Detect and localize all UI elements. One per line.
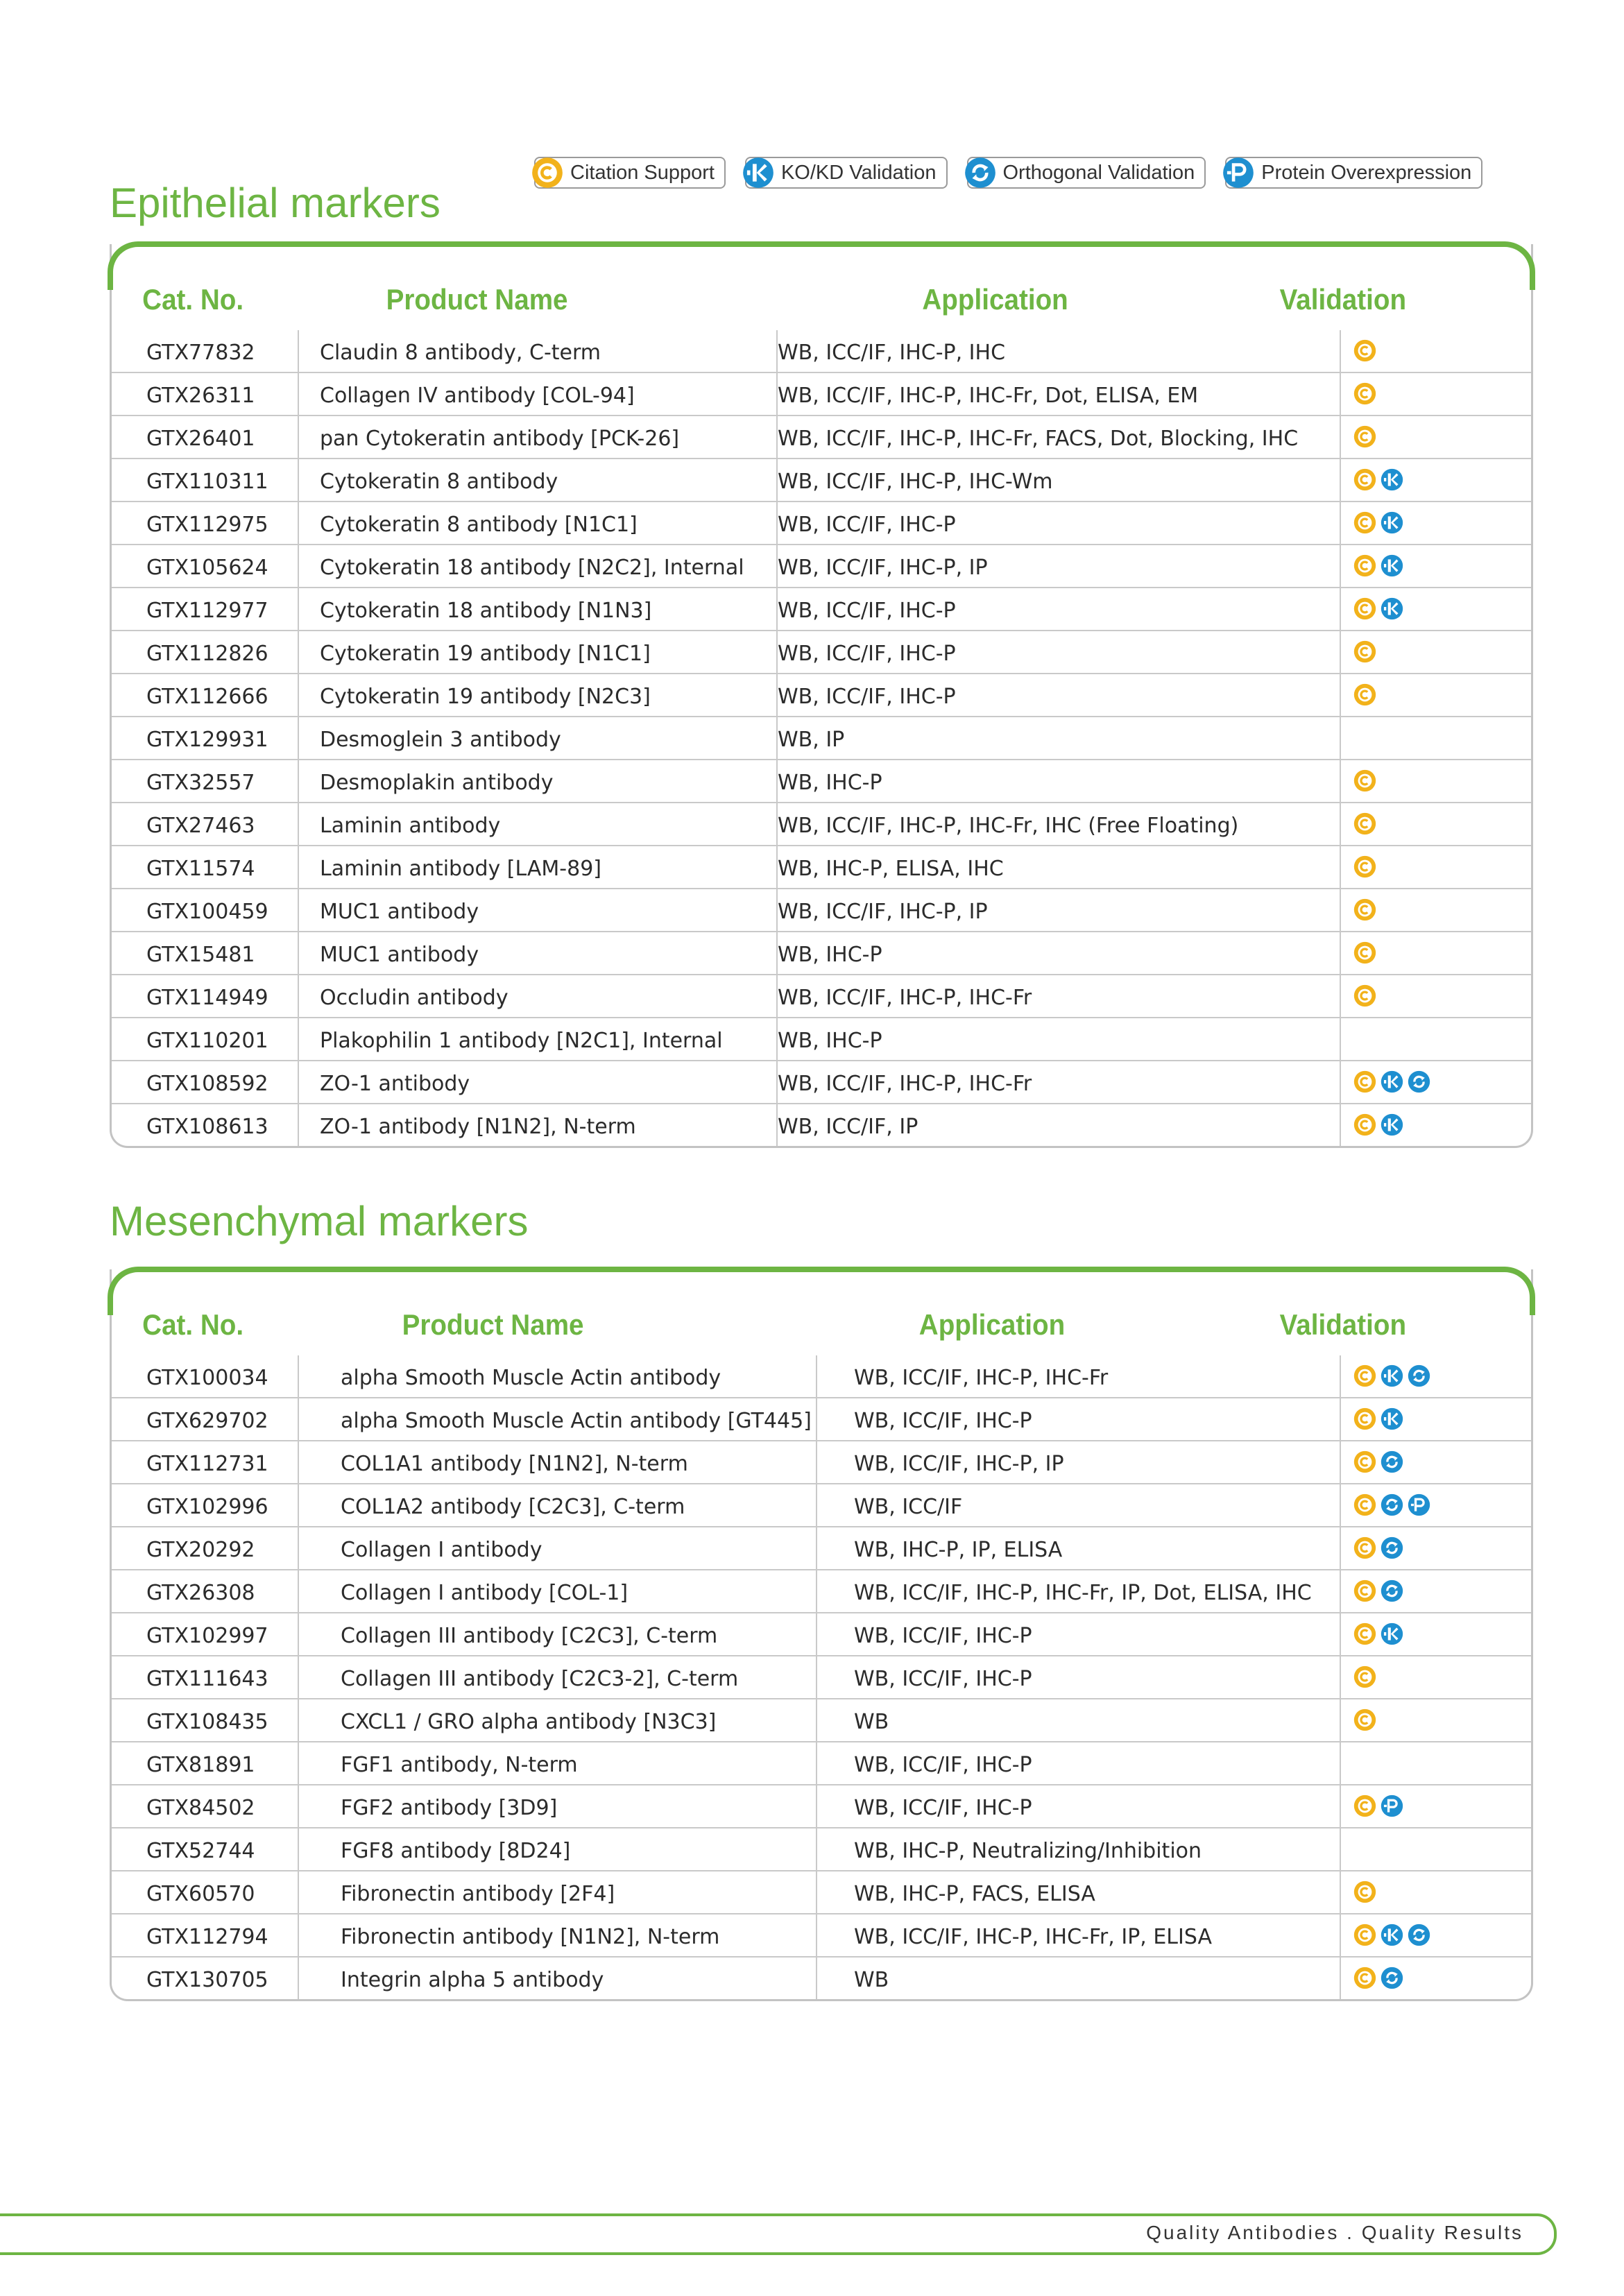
cat-no-cell: GTX105624 bbox=[146, 556, 268, 580]
citation-icon bbox=[1353, 1708, 1376, 1731]
product-name-cell: Fibronectin antibody [2F4] bbox=[341, 1882, 615, 1906]
product-name-cell: FGF1 antibody, N-term bbox=[341, 1753, 578, 1777]
validation-cell bbox=[1353, 640, 1376, 663]
application-cell: WB, ICC/IF, IHC-P bbox=[778, 513, 956, 537]
validation-cell bbox=[1353, 769, 1376, 792]
table-row bbox=[112, 716, 1531, 759]
protein-overexpression-icon bbox=[1222, 157, 1254, 189]
cat-no-cell: GTX112794 bbox=[146, 1925, 268, 1949]
ko-kd-icon bbox=[1381, 554, 1403, 577]
cat-no-cell: GTX112826 bbox=[146, 642, 268, 666]
application-cell: WB, ICC/IF, IHC-P, IP bbox=[778, 900, 988, 924]
column-divider bbox=[1340, 330, 1341, 1146]
citation-icon bbox=[1353, 511, 1376, 534]
cat-no-cell: GTX27463 bbox=[146, 814, 255, 838]
application-cell: WB, ICC/IF bbox=[854, 1495, 963, 1519]
table-row bbox=[112, 415, 1531, 458]
table-row bbox=[112, 931, 1531, 974]
cat-no-cell: GTX100034 bbox=[146, 1366, 268, 1390]
validation-cell bbox=[1353, 597, 1403, 620]
application-cell: WB, ICC/IF, IHC-P, IHC-Wm bbox=[778, 470, 1053, 494]
mesenchymal-table bbox=[110, 1269, 1533, 2001]
table-row bbox=[112, 1440, 1531, 1483]
product-name-cell: Occludin antibody bbox=[320, 986, 508, 1010]
product-name-cell: ZO-1 antibody [N1N2], N-term bbox=[320, 1115, 636, 1139]
legend-orthogonal bbox=[967, 157, 1206, 189]
application-cell: WB, ICC/IF, IHC-P, IHC-Fr, IP, Dot, ELISA, IHC bbox=[854, 1581, 1312, 1605]
application-cell: WB, IHC-P bbox=[778, 1029, 882, 1053]
cat-no-cell: GTX111643 bbox=[146, 1667, 268, 1691]
table-row bbox=[112, 1956, 1531, 1999]
validation-cell bbox=[1353, 683, 1376, 706]
validation-cell bbox=[1353, 1924, 1430, 1946]
table-row bbox=[112, 544, 1531, 587]
header-product-name: Product Name bbox=[386, 283, 568, 316]
header-validation: Validation bbox=[1279, 283, 1407, 316]
orthogonal-icon bbox=[1381, 1579, 1403, 1602]
application-cell: WB, ICC/IF, IHC-P bbox=[778, 642, 956, 666]
application-cell: WB, ICC/IF, IHC-P, IHC bbox=[778, 341, 1006, 365]
table-row bbox=[112, 1526, 1531, 1569]
table-row bbox=[112, 1870, 1531, 1913]
table-row bbox=[112, 1569, 1531, 1612]
orthogonal-icon bbox=[1381, 1450, 1403, 1473]
ko-kd-icon bbox=[742, 157, 774, 189]
product-name-cell: Cytokeratin 18 antibody [N2C2], Internal bbox=[320, 556, 744, 580]
product-name-cell: Desmoplakin antibody bbox=[320, 771, 554, 795]
application-cell: WB, ICC/IF, IHC-P bbox=[854, 1796, 1032, 1820]
column-divider bbox=[1340, 1355, 1341, 1999]
citation-icon bbox=[1353, 984, 1376, 1007]
ko-kd-icon bbox=[1381, 1364, 1403, 1387]
cat-no-cell: GTX52744 bbox=[146, 1839, 255, 1863]
application-cell: WB, ICC/IF, IHC-P bbox=[778, 599, 956, 623]
citation-icon bbox=[1353, 468, 1376, 491]
cat-no-cell: GTX112975 bbox=[146, 513, 268, 537]
product-name-cell: pan Cytokeratin antibody [PCK-26] bbox=[320, 427, 680, 451]
product-name-cell: Cytokeratin 8 antibody bbox=[320, 470, 558, 494]
application-cell: WB, ICC/IF, IHC-P, IHC-Fr, FACS, Dot, Blocking, IHC bbox=[778, 427, 1299, 451]
table-row bbox=[112, 458, 1531, 501]
citation-icon bbox=[1353, 1967, 1376, 1989]
citation-icon bbox=[1353, 425, 1376, 448]
validation-cell bbox=[1353, 1407, 1403, 1430]
ko-kd-icon bbox=[1381, 1924, 1403, 1946]
cat-no-cell: GTX100459 bbox=[146, 900, 268, 924]
cat-no-cell: GTX81891 bbox=[146, 1753, 255, 1777]
table-row bbox=[112, 372, 1531, 415]
citation-icon bbox=[1353, 1493, 1376, 1516]
header-cat-no: Cat. No. bbox=[142, 1308, 244, 1341]
validation-cell bbox=[1353, 941, 1376, 964]
product-name-cell: Collagen III antibody [C2C3-2], C-term bbox=[341, 1667, 739, 1691]
citation-icon bbox=[1353, 1536, 1376, 1559]
ko-kd-icon bbox=[1381, 1622, 1403, 1645]
cat-no-cell: GTX110311 bbox=[146, 470, 268, 494]
orthogonal-icon bbox=[1408, 1364, 1430, 1387]
product-name-cell: COL1A2 antibody [C2C3], C-term bbox=[341, 1495, 685, 1519]
cat-no-cell: GTX102997 bbox=[146, 1624, 268, 1648]
table-row bbox=[112, 845, 1531, 888]
orthogonal-icon bbox=[1408, 1070, 1430, 1093]
cat-no-cell: GTX77832 bbox=[146, 341, 255, 365]
product-name-cell: Cytokeratin 8 antibody [N1C1] bbox=[320, 513, 638, 537]
table-row bbox=[112, 802, 1531, 845]
cat-no-cell: GTX129931 bbox=[146, 728, 268, 752]
cat-no-cell: GTX629702 bbox=[146, 1409, 268, 1433]
cat-no-cell: GTX108613 bbox=[146, 1115, 268, 1139]
orthogonal-icon bbox=[1381, 1967, 1403, 1989]
application-cell: WB, ICC/IF, IHC-P, IP bbox=[854, 1452, 1064, 1476]
application-cell: WB, ICC/IF, IHC-P bbox=[854, 1753, 1032, 1777]
ko-kd-icon bbox=[1381, 1407, 1403, 1430]
cat-no-cell: GTX108435 bbox=[146, 1710, 268, 1734]
product-name-cell: Laminin antibody bbox=[320, 814, 501, 838]
citation-icon bbox=[1353, 683, 1376, 706]
citation-icon bbox=[531, 157, 563, 189]
table-row bbox=[112, 501, 1531, 544]
product-name-cell: Collagen I antibody [COL-1] bbox=[341, 1581, 629, 1605]
product-name-cell: alpha Smooth Muscle Actin antibody bbox=[341, 1366, 721, 1390]
cat-no-cell: GTX32557 bbox=[146, 771, 255, 795]
product-name-cell: FGF2 antibody [3D9] bbox=[341, 1796, 558, 1820]
validation-cell bbox=[1353, 1794, 1403, 1817]
application-cell: WB, ICC/IF, IHC-P, IHC-Fr bbox=[778, 986, 1032, 1010]
application-cell: WB, ICC/IF, IHC-P bbox=[854, 1667, 1032, 1691]
citation-icon bbox=[1353, 554, 1376, 577]
table-row bbox=[112, 1355, 1531, 1397]
ko-kd-icon bbox=[1381, 1113, 1403, 1136]
validation-cell bbox=[1353, 468, 1403, 491]
table-row bbox=[112, 1612, 1531, 1655]
table-row bbox=[112, 1698, 1531, 1741]
product-name-cell: ZO-1 antibody bbox=[320, 1072, 470, 1096]
citation-icon bbox=[1353, 1364, 1376, 1387]
column-divider bbox=[816, 1355, 817, 1999]
product-name-cell: Collagen IV antibody [COL-94] bbox=[320, 384, 635, 408]
validation-cell bbox=[1353, 898, 1376, 921]
table-row bbox=[112, 888, 1531, 931]
product-name-cell: Cytokeratin 18 antibody [N1N3] bbox=[320, 599, 652, 623]
cat-no-cell: GTX130705 bbox=[146, 1968, 268, 1992]
cat-no-cell: GTX112731 bbox=[146, 1452, 268, 1476]
table-row bbox=[112, 1060, 1531, 1103]
application-cell: WB, ICC/IF, IHC-P, IP bbox=[778, 556, 988, 580]
table-row bbox=[112, 630, 1531, 673]
product-name-cell: MUC1 antibody bbox=[320, 900, 479, 924]
validation-cell bbox=[1353, 984, 1376, 1007]
validation-cell bbox=[1353, 1536, 1403, 1559]
header-application: Application bbox=[918, 1308, 1066, 1341]
table-header bbox=[112, 244, 1417, 330]
table-row bbox=[112, 1017, 1531, 1060]
citation-icon bbox=[1353, 339, 1376, 362]
validation-cell bbox=[1353, 1708, 1376, 1731]
cat-no-cell: GTX15481 bbox=[146, 943, 255, 967]
cat-no-cell: GTX102996 bbox=[146, 1495, 268, 1519]
table-row bbox=[112, 1913, 1531, 1956]
application-cell: WB bbox=[854, 1968, 889, 1992]
citation-icon bbox=[1353, 898, 1376, 921]
header-validation: Validation bbox=[1279, 1308, 1407, 1341]
application-cell: WB, ICC/IF, IHC-P, IHC-Fr bbox=[854, 1366, 1109, 1390]
application-cell: WB, ICC/IF, IHC-P, IHC-Fr, IHC (Free Floating) bbox=[778, 814, 1239, 838]
citation-icon bbox=[1353, 1579, 1376, 1602]
ko-kd-icon bbox=[1381, 597, 1403, 620]
table-row bbox=[112, 1741, 1531, 1784]
validation-cell bbox=[1353, 382, 1376, 405]
cat-no-cell: GTX110201 bbox=[146, 1029, 268, 1053]
application-cell: WB, ICC/IF, IHC-P, IHC-Fr bbox=[778, 1072, 1032, 1096]
table-row bbox=[112, 1655, 1531, 1698]
validation-cell bbox=[1353, 1881, 1376, 1903]
application-cell: WB, ICC/IF, IP bbox=[778, 1115, 918, 1139]
validation-cell bbox=[1353, 1070, 1430, 1093]
header-cat-no: Cat. No. bbox=[142, 283, 244, 316]
table-row bbox=[112, 1784, 1531, 1827]
table-body bbox=[112, 1355, 1531, 1999]
epithelial-title: Epithelial markers bbox=[110, 180, 441, 226]
cat-no-cell: GTX84502 bbox=[146, 1796, 255, 1820]
validation-legend bbox=[534, 157, 1482, 189]
cat-no-cell: GTX26401 bbox=[146, 427, 255, 451]
epithelial-table bbox=[110, 244, 1533, 1148]
legend-ko-kd bbox=[745, 157, 948, 189]
validation-cell bbox=[1353, 812, 1376, 835]
validation-cell bbox=[1353, 511, 1403, 534]
table-row bbox=[112, 974, 1531, 1017]
table-row bbox=[112, 1397, 1531, 1440]
cat-no-cell: GTX114949 bbox=[146, 986, 268, 1010]
table-row bbox=[112, 1483, 1531, 1526]
citation-icon bbox=[1353, 1665, 1376, 1688]
orthogonal-icon bbox=[1381, 1493, 1403, 1516]
application-cell: WB, IHC-P bbox=[778, 771, 882, 795]
header-product-name: Product Name bbox=[402, 1308, 584, 1341]
product-name-cell: Collagen III antibody [C2C3], C-term bbox=[341, 1624, 718, 1648]
citation-icon bbox=[1353, 1881, 1376, 1903]
product-name-cell: CXCL1 / GRO alpha antibody [N3C3] bbox=[341, 1710, 717, 1734]
product-name-cell: alpha Smooth Muscle Actin antibody [GT445] bbox=[341, 1409, 812, 1433]
product-name-cell: Integrin alpha 5 antibody bbox=[341, 1968, 604, 1992]
footer-slogan: Quality Antibodies . Quality Results bbox=[1146, 2222, 1523, 2243]
citation-icon bbox=[1353, 812, 1376, 835]
product-name-cell: Fibronectin antibody [N1N2], N-term bbox=[341, 1925, 720, 1949]
citation-icon bbox=[1353, 1794, 1376, 1817]
validation-cell bbox=[1353, 1364, 1430, 1387]
legend-orthogonal-label: Orthogonal Validation bbox=[1002, 161, 1195, 184]
citation-icon bbox=[1353, 769, 1376, 792]
table-header bbox=[112, 1269, 1417, 1355]
citation-icon bbox=[1353, 640, 1376, 663]
validation-cell bbox=[1353, 1967, 1403, 1989]
product-name-cell: Cytokeratin 19 antibody [N2C3] bbox=[320, 685, 651, 709]
table-body bbox=[112, 330, 1531, 1146]
orthogonal-icon bbox=[964, 157, 996, 189]
cat-no-cell: GTX11574 bbox=[146, 857, 255, 881]
validation-cell bbox=[1353, 1450, 1403, 1473]
cat-no-cell: GTX112666 bbox=[146, 685, 268, 709]
orthogonal-icon bbox=[1408, 1924, 1430, 1946]
validation-cell bbox=[1353, 1665, 1376, 1688]
orthogonal-icon bbox=[1381, 1536, 1403, 1559]
cat-no-cell: GTX26311 bbox=[146, 384, 255, 408]
product-name-cell: FGF8 antibody [8D24] bbox=[341, 1839, 571, 1863]
column-divider bbox=[776, 330, 778, 1146]
application-cell: WB, IP bbox=[778, 728, 845, 752]
legend-citation bbox=[534, 157, 726, 189]
mesenchymal-title: Mesenchymal markers bbox=[110, 1198, 529, 1244]
cat-no-cell: GTX112977 bbox=[146, 599, 268, 623]
citation-icon bbox=[1353, 597, 1376, 620]
column-divider bbox=[298, 330, 299, 1146]
citation-icon bbox=[1353, 855, 1376, 878]
legend-ko-kd-label: KO/KD Validation bbox=[780, 161, 937, 184]
application-cell: WB, ICC/IF, IHC-P bbox=[778, 685, 956, 709]
application-cell: WB, ICC/IF, IHC-P, IHC-Fr, Dot, ELISA, EM bbox=[778, 384, 1199, 408]
validation-cell bbox=[1353, 339, 1376, 362]
validation-cell bbox=[1353, 425, 1376, 448]
application-cell: WB, IHC-P bbox=[778, 943, 882, 967]
footer-bar bbox=[0, 2213, 1557, 2255]
citation-icon bbox=[1353, 1450, 1376, 1473]
legend-citation-label: Citation Support bbox=[570, 161, 715, 184]
cat-no-cell: GTX60570 bbox=[146, 1882, 255, 1906]
product-name-cell: Desmoglein 3 antibody bbox=[320, 728, 561, 752]
application-cell: WB, ICC/IF, IHC-P bbox=[854, 1624, 1032, 1648]
legend-protein-label: Protein Overexpression bbox=[1261, 161, 1472, 184]
application-cell: WB, IHC-P, FACS, ELISA bbox=[854, 1882, 1095, 1906]
validation-cell bbox=[1353, 1622, 1403, 1645]
citation-icon bbox=[1353, 1113, 1376, 1136]
protein-overexpression-icon bbox=[1381, 1794, 1403, 1817]
citation-icon bbox=[1353, 1924, 1376, 1946]
citation-icon bbox=[1353, 941, 1376, 964]
table-row bbox=[112, 330, 1531, 372]
ko-kd-icon bbox=[1381, 468, 1403, 491]
legend-protein-overexpression bbox=[1225, 157, 1482, 189]
product-name-cell: Plakophilin 1 antibody [N2C1], Internal bbox=[320, 1029, 723, 1053]
citation-icon bbox=[1353, 1622, 1376, 1645]
validation-cell bbox=[1353, 1113, 1403, 1136]
table-row bbox=[112, 587, 1531, 630]
application-cell: WB, ICC/IF, IHC-P bbox=[854, 1409, 1032, 1433]
table-row bbox=[112, 1827, 1531, 1870]
citation-icon bbox=[1353, 382, 1376, 405]
product-name-cell: MUC1 antibody bbox=[320, 943, 479, 967]
application-cell: WB, IHC-P, IP, ELISA bbox=[854, 1538, 1063, 1562]
column-divider bbox=[298, 1355, 299, 1999]
product-name-cell: Laminin antibody [LAM-89] bbox=[320, 857, 601, 881]
table-row bbox=[112, 759, 1531, 802]
validation-cell bbox=[1353, 1493, 1430, 1516]
table-row bbox=[112, 1103, 1531, 1146]
application-cell: WB, IHC-P, ELISA, IHC bbox=[778, 857, 1004, 881]
cat-no-cell: GTX108592 bbox=[146, 1072, 268, 1096]
cat-no-cell: GTX26308 bbox=[146, 1581, 255, 1605]
product-name-cell: Claudin 8 antibody, C-term bbox=[320, 341, 601, 365]
protein-overexpression-icon bbox=[1408, 1493, 1430, 1516]
application-cell: WB bbox=[854, 1710, 889, 1734]
application-cell: WB, ICC/IF, IHC-P, IHC-Fr, IP, ELISA bbox=[854, 1925, 1212, 1949]
application-cell: WB, IHC-P, Neutralizing/Inhibition bbox=[854, 1839, 1202, 1863]
cat-no-cell: GTX20292 bbox=[146, 1538, 255, 1562]
product-name-cell: COL1A1 antibody [N1N2], N-term bbox=[341, 1452, 688, 1476]
validation-cell bbox=[1353, 554, 1403, 577]
validation-cell bbox=[1353, 855, 1376, 878]
product-name-cell: Cytokeratin 19 antibody [N1C1] bbox=[320, 642, 651, 666]
ko-kd-icon bbox=[1381, 1070, 1403, 1093]
citation-icon bbox=[1353, 1407, 1376, 1430]
product-name-cell: Collagen I antibody bbox=[341, 1538, 542, 1562]
validation-cell bbox=[1353, 1579, 1403, 1602]
citation-icon bbox=[1353, 1070, 1376, 1093]
header-application: Application bbox=[922, 283, 1068, 316]
table-row bbox=[112, 673, 1531, 716]
ko-kd-icon bbox=[1381, 511, 1403, 534]
